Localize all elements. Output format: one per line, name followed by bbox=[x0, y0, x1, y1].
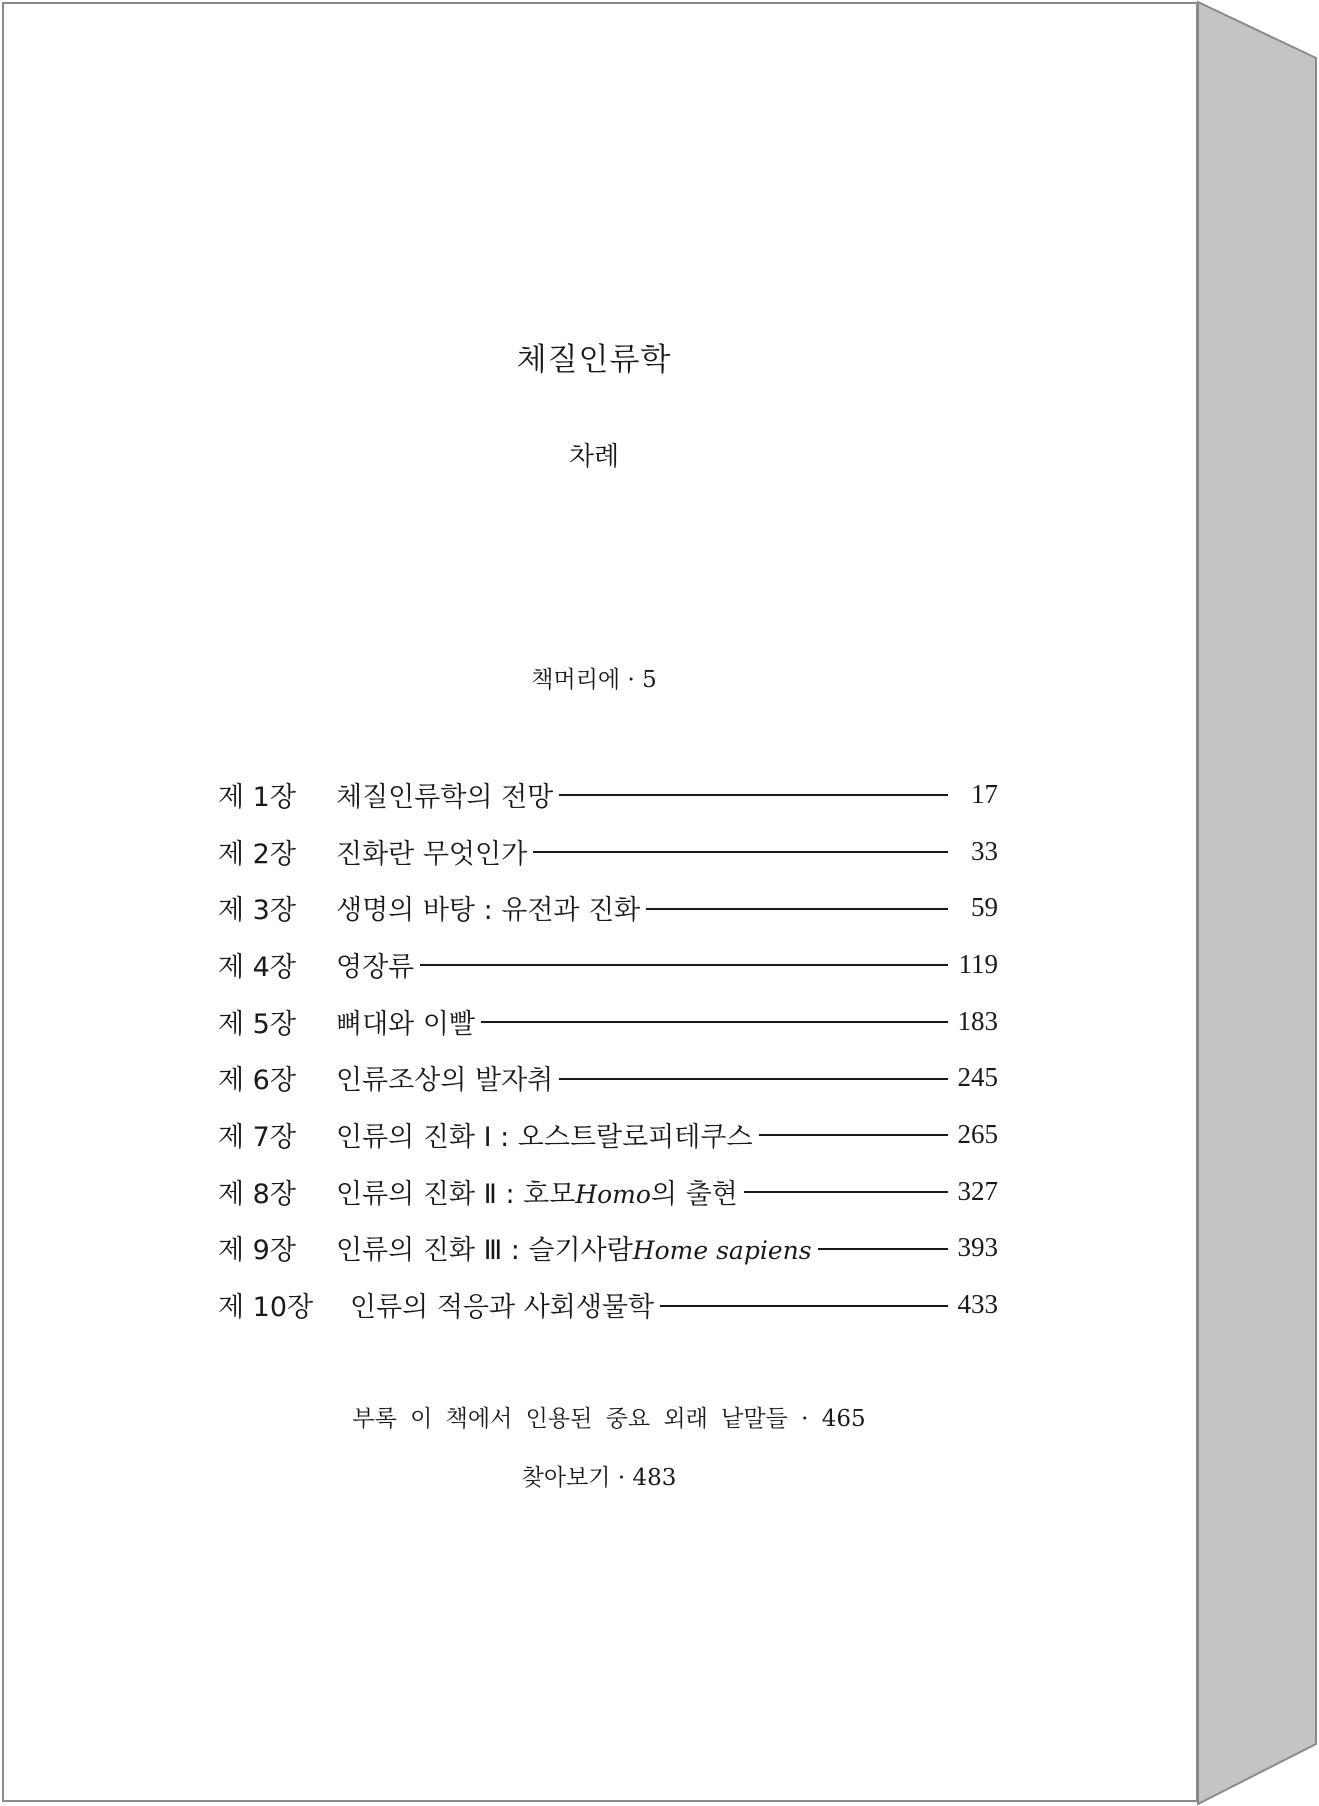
page-number: 33 bbox=[971, 835, 998, 866]
chapter-title bbox=[336, 1228, 812, 1267]
book-title: 체질인류학 bbox=[516, 342, 672, 378]
page-number: 265 bbox=[957, 1118, 998, 1149]
chapter-title: 생명의 바탕 : 유전과 진화 bbox=[336, 895, 641, 927]
chapter-title bbox=[336, 1172, 738, 1211]
chapter-number: 제 5장 bbox=[218, 1008, 296, 1040]
chapter-title: 인류의 적응과 사회생물학 bbox=[350, 1292, 655, 1324]
toc-row bbox=[218, 766, 998, 823]
page-number: 59 bbox=[971, 892, 998, 923]
chapter-title-text: 인류의 진화 Ⅲ : 슬기사람 bbox=[336, 1235, 633, 1267]
leader-line bbox=[646, 908, 948, 910]
table-of-contents bbox=[218, 766, 998, 1333]
chapter-title: 인류조상의 발자취 bbox=[336, 1065, 554, 1097]
leader-line bbox=[481, 1021, 948, 1023]
appendix-entry: 부록 이 책에서 인용된 중요 외래 낱말들 · 465 bbox=[352, 1406, 866, 1432]
chapter-number: 제 3장 bbox=[218, 895, 296, 927]
leader-line bbox=[420, 964, 948, 966]
latin-term: Homo bbox=[575, 1179, 651, 1209]
toc-row bbox=[218, 1106, 998, 1163]
page-number: 327 bbox=[957, 1175, 998, 1206]
chapter-number: 제 6장 bbox=[218, 1065, 296, 1097]
toc-row bbox=[218, 1276, 998, 1333]
toc-row bbox=[218, 879, 998, 936]
chapter-title: 체질인류학의 전망 bbox=[336, 781, 554, 813]
index-entry: 찾아보기 · 483 bbox=[521, 1465, 677, 1491]
leader-line bbox=[533, 851, 948, 853]
chapter-number: 제 8장 bbox=[218, 1178, 296, 1210]
toc-row bbox=[218, 993, 998, 1050]
toc-row bbox=[218, 1220, 998, 1277]
leader-line bbox=[660, 1305, 948, 1307]
preface-entry: 책머리에 · 5 bbox=[531, 667, 657, 693]
leader-line bbox=[744, 1191, 948, 1193]
toc-row bbox=[218, 1163, 998, 1220]
leader-line bbox=[559, 1078, 948, 1080]
chapter-number: 제 4장 bbox=[218, 951, 296, 983]
page-number: 245 bbox=[957, 1062, 998, 1093]
page-number: 433 bbox=[957, 1289, 998, 1320]
page-number: 119 bbox=[958, 948, 998, 979]
chapter-number: 제 10장 bbox=[218, 1292, 314, 1324]
chapter-title: 진화란 무엇인가 bbox=[336, 838, 528, 870]
chapter-title-suffix: 의 출현 bbox=[650, 1178, 738, 1210]
toc-row bbox=[218, 1049, 998, 1106]
leader-line bbox=[818, 1248, 948, 1250]
chapter-title: 뼈대와 이빨 bbox=[336, 1008, 475, 1040]
leader-line bbox=[759, 1134, 948, 1136]
chapter-title-text: 인류의 진화 Ⅱ : 호모 bbox=[336, 1178, 576, 1210]
leader-line bbox=[559, 794, 948, 796]
chapter-number: 제 1장 bbox=[218, 781, 296, 813]
toc-row bbox=[218, 936, 998, 993]
contents-page bbox=[2, 2, 1198, 1802]
page-number: 183 bbox=[957, 1005, 998, 1036]
toc-row bbox=[218, 823, 998, 880]
latin-term: Home sapiens bbox=[632, 1236, 812, 1266]
chapter-title: 인류의 진화 Ⅰ : 오스트랄로피테쿠스 bbox=[336, 1121, 753, 1153]
chapter-title: 영장류 bbox=[336, 951, 415, 983]
chapter-number: 제 2장 bbox=[218, 838, 296, 870]
chapter-number: 제 9장 bbox=[218, 1235, 296, 1267]
page-number: 393 bbox=[957, 1232, 998, 1263]
contents-heading: 차례 bbox=[568, 442, 620, 472]
chapter-number: 제 7장 bbox=[218, 1121, 296, 1153]
page-number: 17 bbox=[971, 778, 998, 809]
